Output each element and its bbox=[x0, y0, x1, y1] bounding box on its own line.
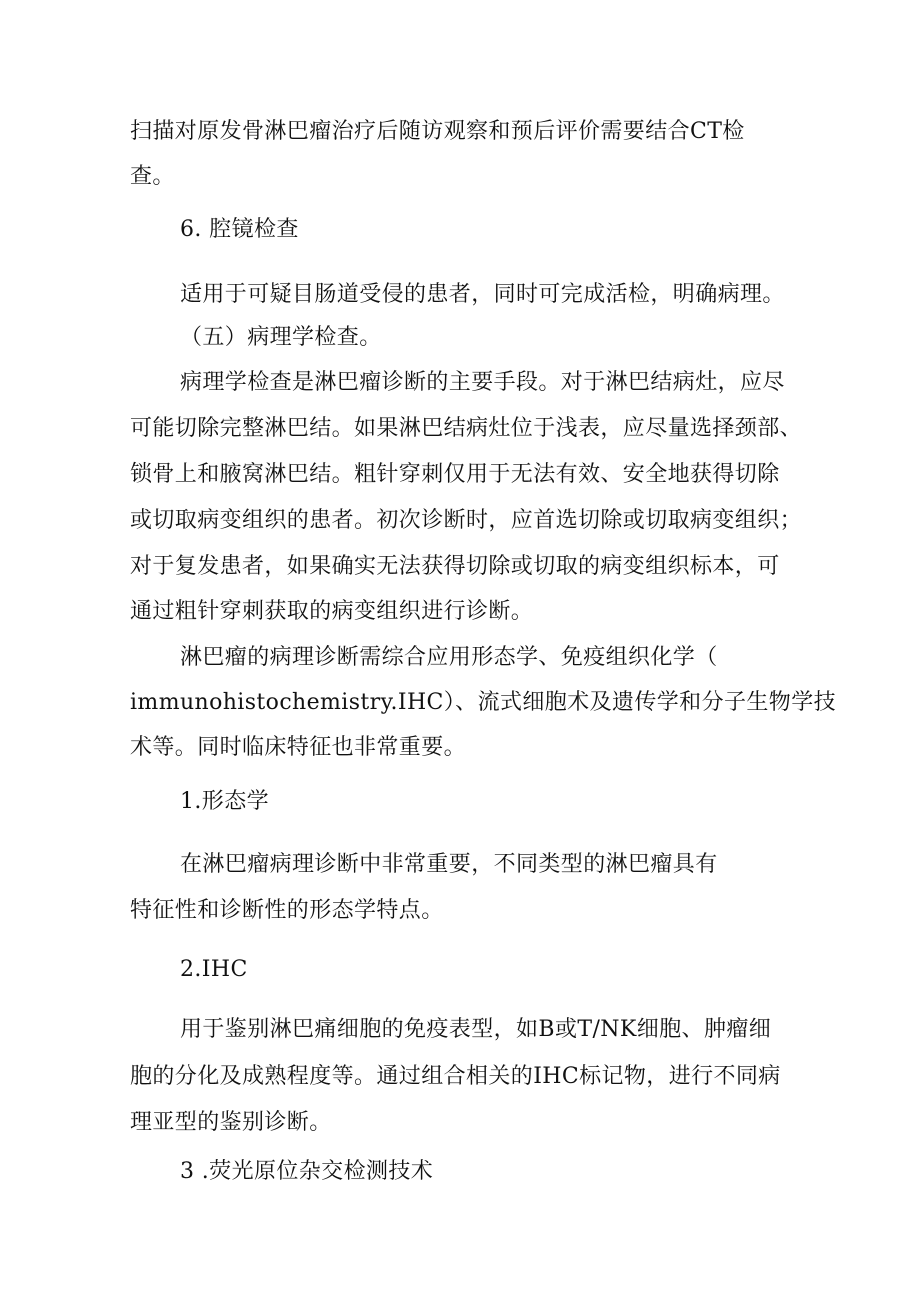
paragraph-line: 可能切除完整淋巴结。如果淋巴结病灶位于浅表，应尽量选择颈部、 bbox=[130, 416, 803, 441]
paragraph-line: 锁骨上和腋窝淋巴结。粗针穿刺仅用于无法有效、安全地获得切除 bbox=[130, 462, 780, 487]
section-heading: 1.形态学 bbox=[180, 789, 269, 814]
paragraph-line: 胞的分化及成熟程度等。通过组合相关的IHC标记物，进行不同病 bbox=[130, 1064, 781, 1089]
paragraph-line: immunohistochemistry.IHC）、流式细胞术及遗传学和分子生物学技 bbox=[130, 690, 836, 715]
section-heading: 6. 腔镜检查 bbox=[180, 217, 299, 242]
paragraph-line: 对于复发患者，如果确实无法获得切除或切取的病变组织标本，可 bbox=[130, 554, 780, 579]
paragraph-line: 理亚型的鉴别诊断。 bbox=[130, 1110, 332, 1135]
section-heading: 2.IHC bbox=[180, 957, 248, 982]
section-heading: 3 .荧光原位杂交检测技术 bbox=[180, 1159, 434, 1184]
paragraph-line: 适用于可疑目肠道受侵的患者，同时可完成活检，明确病理。 bbox=[180, 282, 785, 307]
paragraph-line: 淋巴瘤的病理诊断需综合应用形态学、免疫组织化学（ bbox=[180, 645, 718, 670]
section-heading: （五）病理学检查。 bbox=[180, 325, 382, 350]
paragraph-line: 用于鉴别淋巴痛细胞的免疫表型，如B或T/NK细胞、肿瘤细 bbox=[180, 1017, 772, 1042]
paragraph-line: 特征性和诊断性的形态学特点。 bbox=[130, 898, 444, 923]
paragraph-line: 查。 bbox=[130, 164, 175, 189]
paragraph-line: 病理学检查是淋巴瘤诊断的主要手段。对于淋巴结病灶，应尽 bbox=[180, 370, 785, 395]
paragraph-line: 扫描对原发骨淋巴瘤治疗后随访观察和预后评价需要结合CT检 bbox=[130, 119, 745, 144]
paragraph-line: 在淋巴瘤病理诊断中非常重要，不同类型的淋巴瘤具有 bbox=[180, 852, 718, 877]
paragraph-line: 术等。同时临床特征也非常重要。 bbox=[130, 735, 467, 760]
paragraph-line: 或切取病变组织的患者。初次诊断时，应首选切除或切取病变组织； bbox=[130, 508, 803, 533]
paragraph-line: 通过粗针穿刺获取的病变组织进行诊断。 bbox=[130, 599, 534, 624]
